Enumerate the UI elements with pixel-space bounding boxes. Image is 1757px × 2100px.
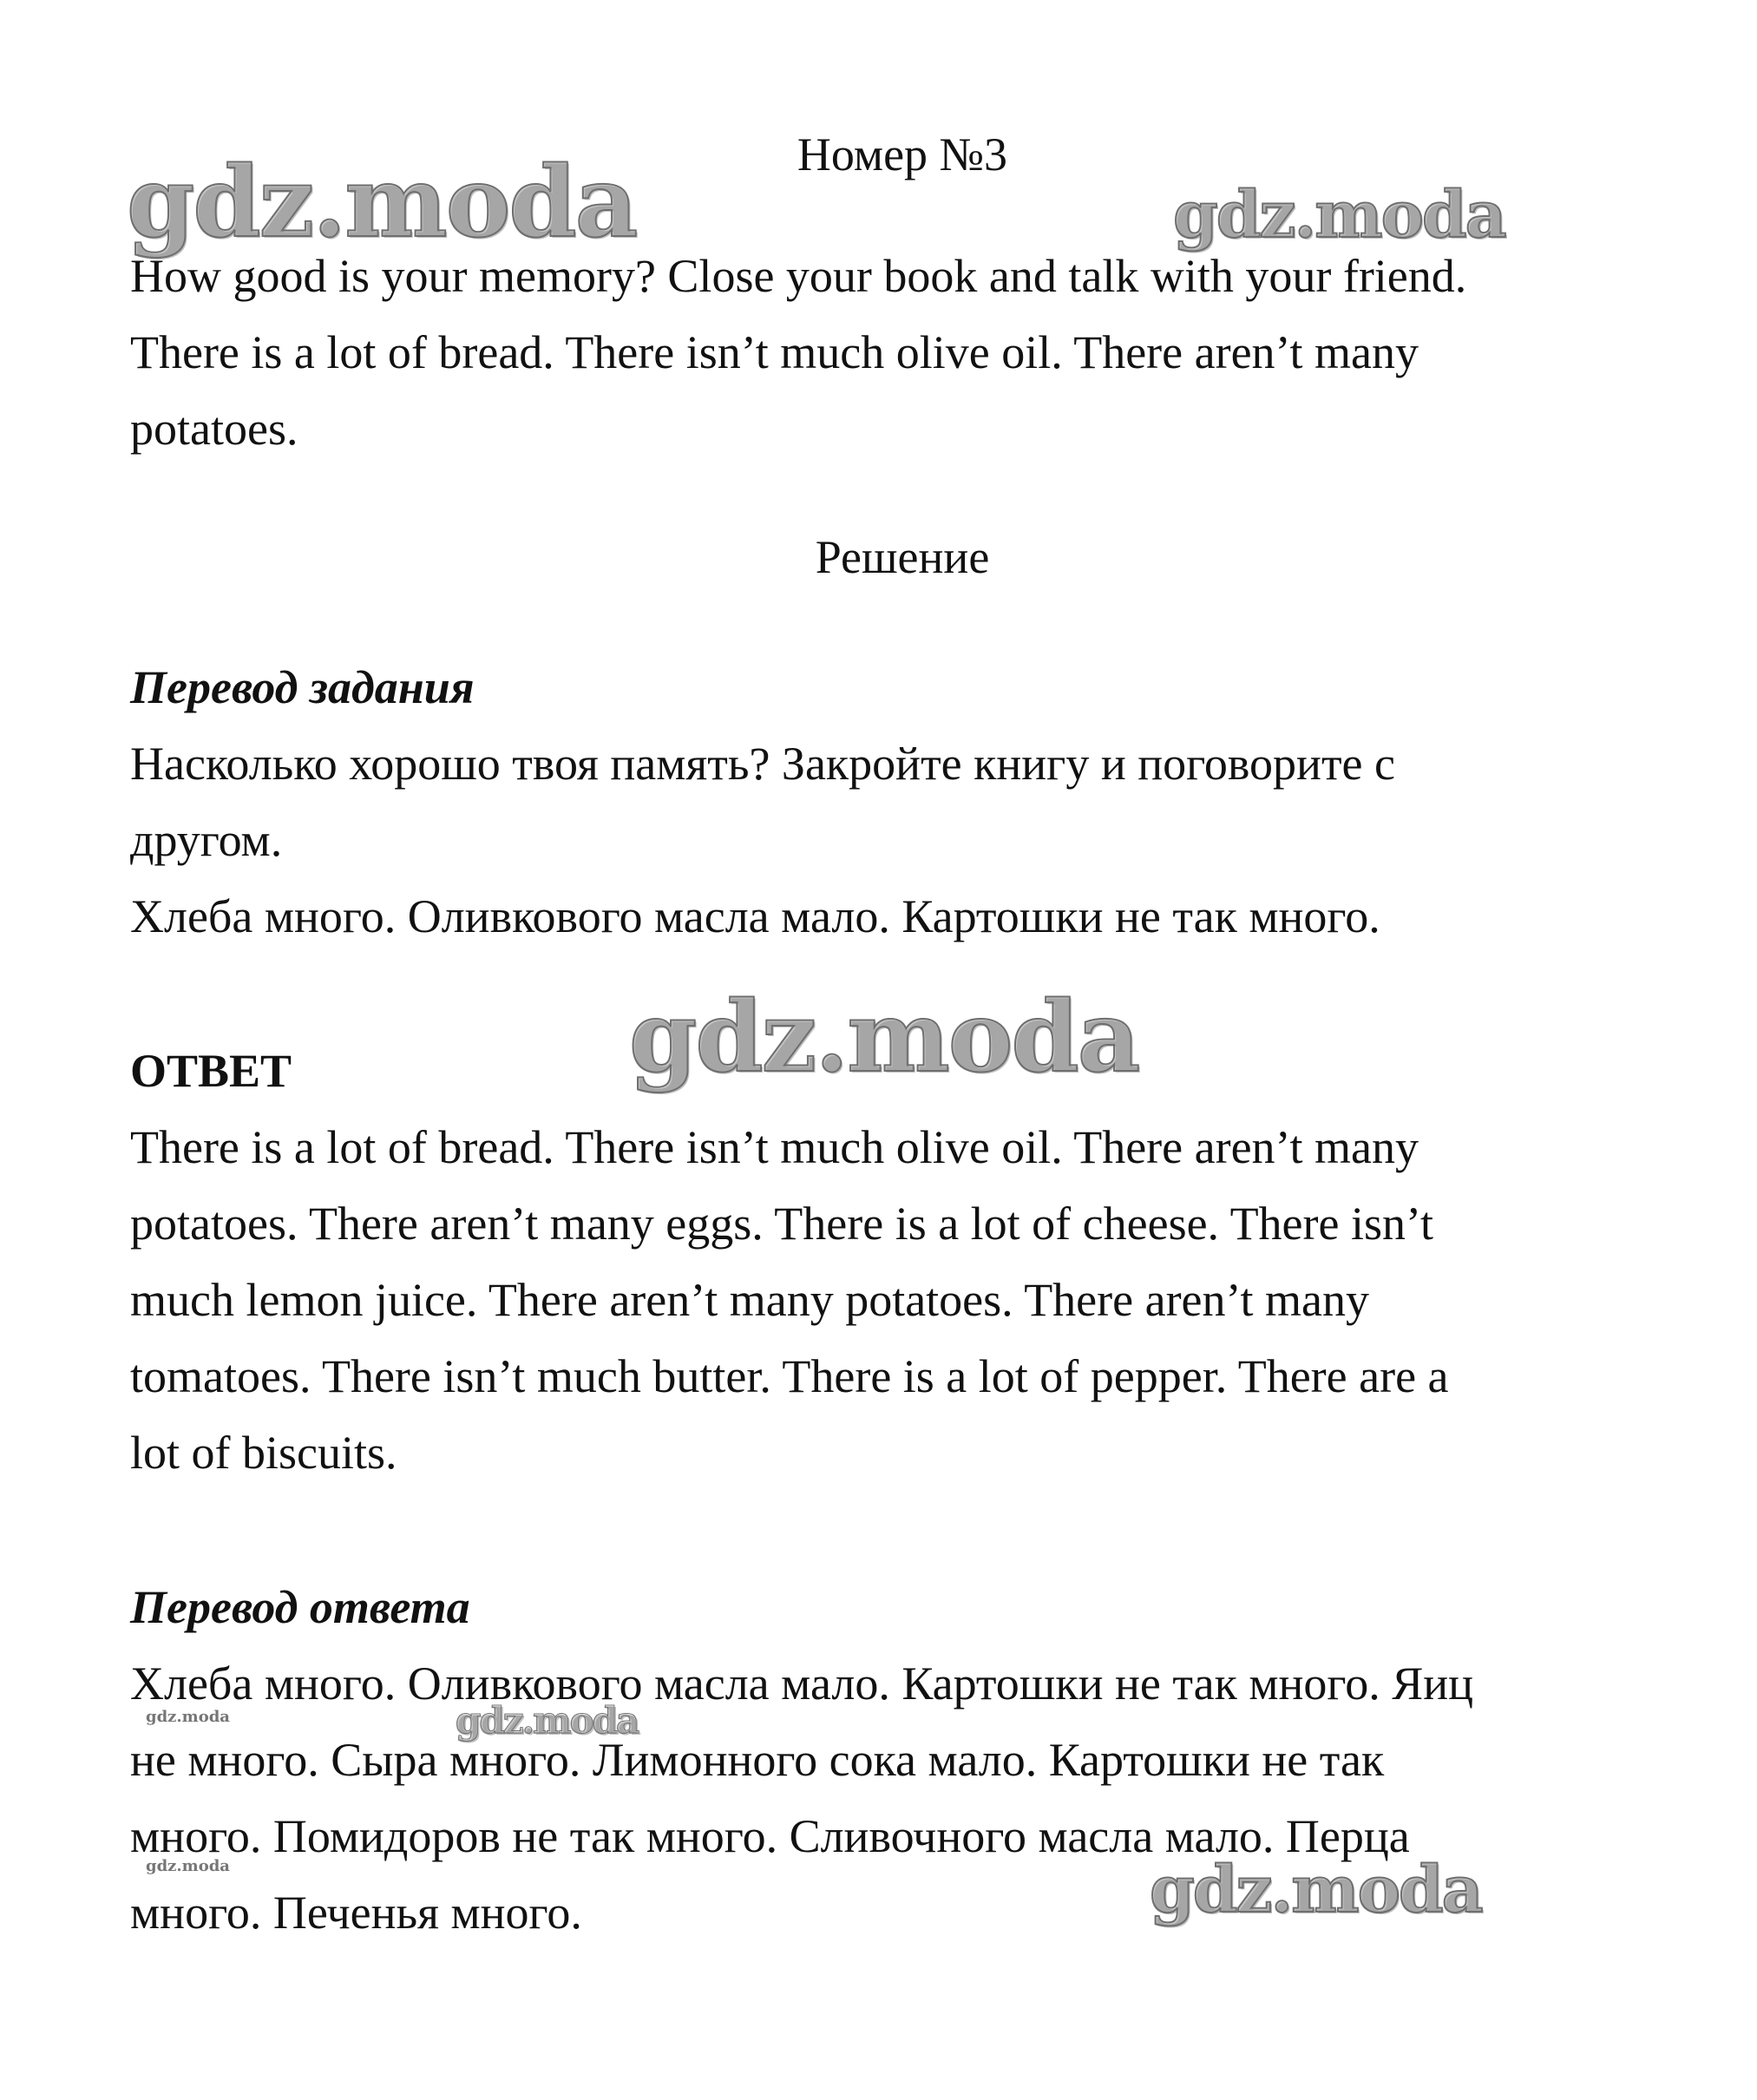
answer-line: lot of biscuits. (130, 1427, 397, 1479)
watermark-logo: gdz.moda (146, 1708, 230, 1726)
solution-title: Решение (815, 531, 990, 583)
watermark-logo: gdz.moda (1150, 1853, 1482, 1927)
answer-translation-line: не много. Сыра много. Лимонного сока мало. Картошки не так (130, 1734, 1385, 1786)
task-line: There is a lot of bread. There isn’t much olive oil. There aren’t many (130, 326, 1419, 378)
task-line: How good is your memory? Close your book and talk with your friend. (130, 250, 1467, 302)
page-title: Номер №3 (797, 128, 1008, 180)
answer-line: There is a lot of bread. There isn’t much olive oil. There aren’t many (130, 1121, 1419, 1173)
watermark-logo: gdz.moda (456, 1699, 639, 1742)
answer-translation-line: Хлеба много. Оливкового масла мало. Картошки не так много. Яиц (130, 1657, 1474, 1710)
answer-translation-line: много. Печенья много. (130, 1887, 582, 1939)
answer-line: much lemon juice. There aren’t many potatoes. There aren’t many (130, 1274, 1369, 1326)
answer-translation-heading: Перевод ответа (130, 1581, 470, 1633)
task-translation-heading: Перевод задания (130, 661, 475, 713)
watermark-logo: gdz.moda (1173, 178, 1505, 253)
watermark-logo: gdz.moda (127, 146, 637, 259)
task-line: potatoes. (130, 403, 298, 455)
answer-translation-line: много. Помидоров не так много. Сливочного масла мало. Перца (130, 1810, 1410, 1862)
watermark-logo: gdz.moda (629, 981, 1139, 1094)
watermark-logo: gdz.moda (146, 1857, 230, 1875)
answer-line: potatoes. There aren’t many eggs. There is a lot of cheese. There isn’t (130, 1198, 1434, 1250)
task-translation-line: Насколько хорошо твоя память? Закройте книгу и поговорите с (130, 738, 1395, 790)
answer-line: tomatoes. There isn’t much butter. There is a lot of pepper. There are a (130, 1350, 1449, 1402)
task-translation-line: другом. (130, 814, 283, 866)
answer-heading: ОТВЕТ (130, 1045, 292, 1097)
task-translation-line: Хлеба много. Оливкового масла мало. Картошки не так много. (130, 890, 1380, 942)
